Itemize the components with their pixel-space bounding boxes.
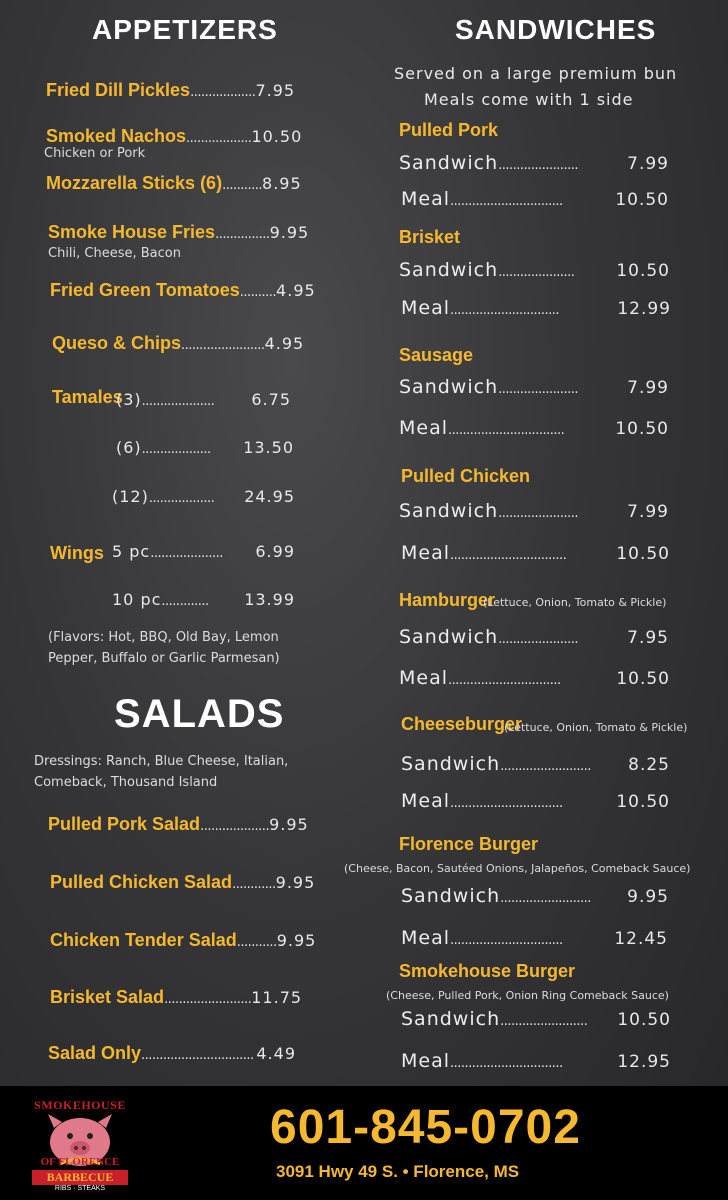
sandwich-label: Sandwich bbox=[401, 753, 501, 775]
sandwich-label: Sandwich bbox=[399, 500, 499, 522]
item-name: Pulled Pork Salad bbox=[48, 814, 201, 834]
item-price: 8.95 bbox=[262, 174, 302, 193]
dot-leader: ...................... bbox=[498, 382, 579, 397]
sandwich-price-row bbox=[399, 152, 669, 174]
sandwiches-intro-line-1: Served on a large premium bun bbox=[394, 64, 678, 83]
meal-label: Meal bbox=[401, 542, 451, 564]
item-name: Mozzarella Sticks (6) bbox=[46, 173, 223, 193]
meal-price: 10.50 bbox=[616, 544, 670, 564]
dot-leader: .................... bbox=[141, 394, 215, 409]
sandwich-price: 7.99 bbox=[627, 502, 669, 522]
menu-item bbox=[50, 987, 303, 1008]
item-price: 9.95 bbox=[275, 873, 316, 892]
salad-dressings-line-2: Comeback, Thousand Island bbox=[34, 775, 218, 790]
meal-price: 12.95 bbox=[617, 1052, 671, 1072]
dot-leader: .................... bbox=[150, 546, 223, 561]
menu-item bbox=[46, 126, 303, 147]
dot-leader: .................. bbox=[186, 131, 252, 146]
item-price: 11.75 bbox=[251, 988, 303, 1007]
sandwich-price-row bbox=[399, 376, 669, 398]
item-name: Chicken Tender Salad bbox=[50, 930, 237, 950]
item-name: Pulled Chicken Salad bbox=[50, 872, 233, 892]
item-price: 24.95 bbox=[244, 487, 295, 506]
item-price: 13.99 bbox=[244, 590, 295, 609]
sandwich-price: 10.50 bbox=[616, 261, 670, 281]
sandwich-desc: (Cheese, Pulled Pork, Onion Ring Comeback Sauce) bbox=[386, 989, 669, 1002]
sandwich-price: 9.95 bbox=[627, 887, 669, 907]
dot-leader: ................... bbox=[200, 819, 270, 834]
meal-label: Meal bbox=[401, 790, 451, 812]
meal-label: Meal bbox=[401, 927, 451, 949]
sandwich-desc: (Cheese, Bacon, Sautéed Onions, Jalapeños, Comeback Sauce) bbox=[344, 862, 691, 875]
sandwich-name: Cheeseburger bbox=[401, 714, 523, 734]
logo-text-sub: RIBS · STEAKS bbox=[54, 1185, 106, 1192]
sandwich-price-row bbox=[399, 626, 669, 648]
footer bbox=[0, 1086, 728, 1200]
sandwich-price-row bbox=[399, 500, 669, 522]
item-price: 10.50 bbox=[251, 127, 303, 146]
sandwich-desc: (Lettuce, Onion, Tomato & Pickle) bbox=[483, 596, 667, 609]
item-price: 6.99 bbox=[255, 542, 295, 561]
meal-price: 12.45 bbox=[614, 929, 668, 949]
item-price: 9.95 bbox=[269, 223, 310, 242]
menu-item bbox=[116, 390, 291, 409]
sandwich-label: Sandwich bbox=[399, 626, 499, 648]
sandwich-price-row bbox=[399, 259, 670, 281]
item-qty: 10 pc bbox=[112, 590, 162, 609]
meal-label: Meal bbox=[399, 667, 449, 689]
dot-leader: .................. bbox=[190, 85, 256, 100]
sandwich-price: 8.25 bbox=[628, 755, 670, 775]
meal-label: Meal bbox=[401, 297, 451, 319]
dot-leader: ................................ bbox=[450, 548, 567, 563]
sandwich-price-row bbox=[401, 1008, 671, 1030]
menu-item bbox=[52, 333, 305, 354]
wings-flavors-line-2: Pepper, Buffalo or Garlic Parmesan) bbox=[48, 651, 280, 666]
meal-price: 12.99 bbox=[617, 299, 671, 319]
appetizers-heading: APPETIZERS bbox=[92, 14, 278, 45]
logo-text-mid: OF FLORENCE bbox=[40, 1156, 120, 1168]
dot-leader: ..................... bbox=[498, 265, 575, 280]
meal-label: Meal bbox=[401, 1050, 451, 1072]
sandwich-price: 7.99 bbox=[627, 154, 669, 174]
sandwich-price-row bbox=[401, 753, 670, 775]
sandwich-name: Smokehouse Burger bbox=[399, 961, 576, 981]
item-price: 4.49 bbox=[256, 1044, 296, 1063]
menu-item bbox=[50, 280, 316, 301]
wings-flavors-line-1: (Flavors: Hot, BBQ, Old Bay, Lemon bbox=[48, 630, 279, 645]
logo-text-top: SMOKEHOUSE bbox=[34, 1098, 126, 1112]
item-note: Chicken or Pork bbox=[44, 146, 146, 161]
item-price: 9.95 bbox=[276, 931, 317, 950]
dot-leader: ............. bbox=[161, 594, 209, 609]
dot-leader: ........................ bbox=[500, 1014, 588, 1029]
dot-leader: ........... bbox=[236, 935, 277, 950]
item-name: Smoked Nachos bbox=[46, 126, 187, 146]
sandwich-price: 7.95 bbox=[627, 628, 669, 648]
item-name: Fried Green Tomatoes bbox=[50, 280, 240, 300]
dot-leader: ...................... bbox=[498, 506, 579, 521]
menu-item bbox=[46, 173, 302, 194]
sandwiches-heading: SANDWICHES bbox=[455, 14, 657, 45]
menu-item bbox=[48, 1043, 296, 1064]
menu-item bbox=[112, 590, 295, 609]
menu-item bbox=[48, 814, 309, 835]
menu-item bbox=[50, 930, 317, 951]
dot-leader: .......... bbox=[239, 285, 277, 300]
dot-leader: ...................... bbox=[498, 632, 579, 647]
meal-price-row bbox=[401, 542, 670, 564]
meal-price: 10.50 bbox=[616, 669, 670, 689]
dot-leader: ................................ bbox=[448, 423, 565, 438]
item-price: 13.50 bbox=[243, 438, 294, 457]
item-price: 9.95 bbox=[269, 815, 309, 834]
dot-leader: ......................... bbox=[500, 891, 591, 906]
dot-leader: ...................... bbox=[498, 158, 579, 173]
item-name: Smoke House Fries bbox=[48, 222, 216, 242]
sandwich-desc: (Lettuce, Onion, Tomato & Pickle) bbox=[504, 721, 688, 734]
sandwich-label: Sandwich bbox=[401, 1008, 501, 1030]
sandwich-name: Pulled Pork bbox=[399, 120, 499, 140]
item-name: Tamales bbox=[52, 387, 123, 407]
item-qty: (6) bbox=[116, 438, 142, 457]
sandwich-name: Florence Burger bbox=[399, 834, 539, 854]
dot-leader: ............... bbox=[215, 227, 270, 242]
sandwich-label: Sandwich bbox=[399, 259, 499, 281]
sandwich-name: Sausage bbox=[399, 345, 474, 365]
meal-price-row bbox=[401, 188, 669, 210]
meal-price: 10.50 bbox=[615, 190, 669, 210]
dot-leader: .............................. bbox=[450, 303, 559, 318]
meal-price-row bbox=[401, 790, 670, 812]
sandwich-label: Sandwich bbox=[401, 885, 501, 907]
meal-price-row bbox=[401, 297, 671, 319]
dot-leader: ......................... bbox=[500, 759, 591, 774]
item-name: Queso & Chips bbox=[52, 333, 182, 353]
sandwich-name: Brisket bbox=[399, 227, 461, 247]
dot-leader: ................... bbox=[141, 442, 211, 457]
item-qty: 5 pc bbox=[112, 542, 151, 561]
dot-leader: ............................... bbox=[450, 796, 563, 811]
meal-price-row bbox=[401, 927, 668, 949]
menu-item bbox=[112, 487, 295, 506]
item-note: Chili, Cheese, Bacon bbox=[48, 246, 181, 261]
logo-text-bottom: BARBECUE bbox=[32, 1170, 128, 1185]
item-price: 4.95 bbox=[264, 334, 305, 353]
dot-leader: ............ bbox=[232, 877, 276, 892]
menu-item bbox=[116, 438, 294, 457]
item-name: Wings bbox=[50, 543, 104, 563]
meal-price-row bbox=[401, 1050, 671, 1072]
item-qty: (12) bbox=[112, 487, 149, 506]
menu-item bbox=[112, 542, 295, 561]
sandwiches-intro-line-2: Meals come with 1 side bbox=[424, 90, 634, 109]
meal-price: 10.50 bbox=[615, 419, 669, 439]
dot-leader: .................. bbox=[148, 491, 215, 506]
sandwich-price: 7.99 bbox=[627, 378, 669, 398]
item-qty: (3) bbox=[116, 390, 142, 409]
menu-item bbox=[50, 872, 316, 893]
sandwich-label: Sandwich bbox=[399, 152, 499, 174]
item-name: Salad Only bbox=[48, 1043, 142, 1063]
item-price: 4.95 bbox=[276, 281, 316, 300]
dot-leader: ........... bbox=[222, 178, 263, 193]
item-price: 6.75 bbox=[251, 390, 291, 409]
salads-heading: SALADS bbox=[114, 692, 285, 736]
meal-price-row bbox=[399, 667, 670, 689]
dot-leader: ............................... bbox=[450, 1056, 563, 1071]
item-name: Brisket Salad bbox=[50, 987, 165, 1007]
sandwich-name: Hamburger bbox=[399, 590, 496, 610]
dot-leader: ............................... bbox=[450, 933, 563, 948]
sandwich-price: 10.50 bbox=[617, 1010, 671, 1030]
salad-dressings-line-1: Dressings: Ranch, Blue Cheese, Italian, bbox=[34, 754, 289, 769]
item-name: Fried Dill Pickles bbox=[46, 80, 191, 100]
dot-leader: ............................... bbox=[141, 1048, 254, 1063]
dot-leader: ............................... bbox=[450, 194, 563, 209]
restaurant-logo bbox=[30, 1092, 130, 1192]
sandwich-price-row bbox=[401, 885, 669, 907]
meal-price: 10.50 bbox=[616, 792, 670, 812]
dot-leader: ....................... bbox=[181, 338, 265, 353]
menu-item bbox=[48, 222, 310, 243]
meal-label: Meal bbox=[401, 188, 451, 210]
item-price: 7.95 bbox=[255, 81, 296, 100]
meal-label: Meal bbox=[399, 417, 449, 439]
sandwich-name: Pulled Chicken bbox=[401, 466, 531, 486]
dot-leader: ............................... bbox=[448, 673, 561, 688]
sandwich-label: Sandwich bbox=[399, 376, 499, 398]
phone-number[interactable]: 601-845-0702 bbox=[270, 1101, 581, 1154]
dot-leader: ........................ bbox=[164, 992, 252, 1007]
menu-item bbox=[46, 80, 296, 101]
meal-price-row bbox=[399, 417, 669, 439]
address: 3091 Hwy 49 S. • Florence, MS bbox=[276, 1162, 520, 1181]
